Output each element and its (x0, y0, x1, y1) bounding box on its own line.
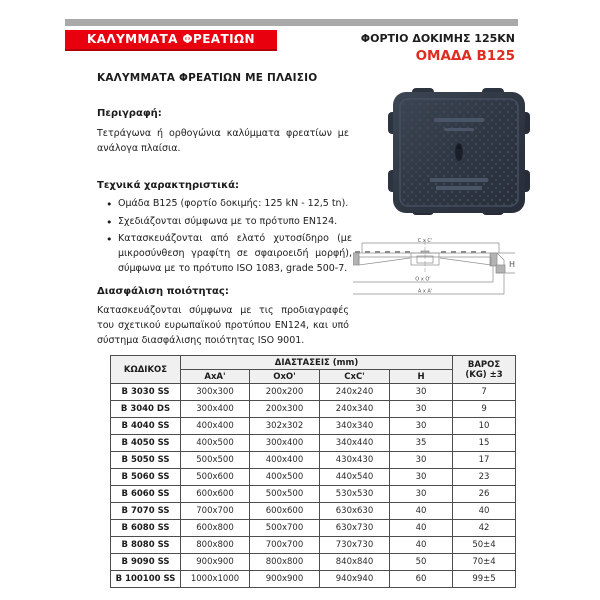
value-cell: 500x500 (250, 486, 320, 503)
value-cell: 500x600 (181, 469, 250, 486)
table-row (111, 469, 516, 486)
col-header-weight (453, 356, 516, 384)
value-cell: 30 (390, 384, 453, 401)
table-row (111, 571, 516, 588)
technical-drawing-cross-section (353, 238, 521, 304)
quality-heading: Διασφάλιση ποιότητας: (97, 286, 229, 297)
product-subtitle: ΚΑΛΥΜΜΑΤΑ ΦΡΕΑΤΙΩΝ ΜΕ ΠΛΑΙΣΙΟ (97, 72, 318, 84)
value-cell: 23 (453, 469, 516, 486)
test-load-label: ΦΟΡΤΙΟ ΔΟΚΙΜΗΣ 125KN (360, 32, 515, 45)
value-cell: 26 (453, 486, 516, 503)
value-cell: 730x730 (320, 537, 390, 554)
value-cell: 600x600 (181, 486, 250, 503)
table-row (111, 554, 516, 571)
value-cell: 600x800 (181, 520, 250, 537)
value-cell: 800x800 (181, 537, 250, 554)
table-row (111, 452, 516, 469)
table-row (111, 503, 516, 520)
value-cell: 30 (390, 401, 453, 418)
weight-header-line1: ΒΑΡΟΣ (467, 359, 501, 370)
col-header-cxc: CxC' (320, 370, 390, 384)
value-cell: 40 (390, 520, 453, 537)
dim-label-middle: O x O' (415, 276, 431, 283)
dim-label-top: C x C' (417, 238, 433, 244)
manhole-cover-image (386, 86, 532, 219)
value-cell: 30 (390, 486, 453, 503)
value-cell: 30 (390, 452, 453, 469)
value-cell: 40 (390, 537, 453, 554)
code-cell: B 6080 SS (111, 520, 181, 537)
value-cell: 440x540 (320, 469, 390, 486)
table-row (111, 401, 516, 418)
col-header-code: ΚΩΔΙΚΟΣ (111, 356, 181, 384)
top-divider-bar (65, 19, 518, 26)
value-cell: 400x400 (250, 452, 320, 469)
value-cell: 700x700 (181, 503, 250, 520)
page-title-banner (65, 30, 277, 51)
table-row (111, 537, 516, 554)
table-row (111, 486, 516, 503)
value-cell: 17 (453, 452, 516, 469)
col-header-axa: ΑxΑ' (181, 370, 250, 384)
value-cell: 340x340 (320, 418, 390, 435)
value-cell: 50 (390, 554, 453, 571)
table-row (111, 435, 516, 452)
code-cell: B 3030 SS (111, 384, 181, 401)
technical-bullet: • Ομάδα B125 (φορτίο δοκιμής: 125 kN - 12,5 tn). (108, 197, 352, 212)
value-cell: 700x700 (250, 537, 320, 554)
value-cell: 200x200 (250, 384, 320, 401)
value-cell: 400x500 (250, 469, 320, 486)
value-cell: 500x500 (181, 452, 250, 469)
value-cell: 40 (390, 503, 453, 520)
value-cell: 600x600 (250, 503, 320, 520)
dimensions-table (110, 355, 516, 588)
value-cell: 30 (390, 469, 453, 486)
value-cell: 99±5 (453, 571, 516, 588)
code-cell: B 100100 SS (111, 571, 181, 588)
value-cell: 900x900 (181, 554, 250, 571)
col-header-oxo: ΟxΟ' (250, 370, 320, 384)
value-cell: 940x940 (320, 571, 390, 588)
table-row (111, 384, 516, 401)
load-class-label: ΟΜΑΔΑ B125 (415, 48, 515, 64)
table-header (111, 356, 516, 384)
value-cell: 40 (453, 503, 516, 520)
technical-heading: Τεχνικά χαρακτηριστικά: (97, 180, 240, 191)
code-cell: B 3040 DS (111, 401, 181, 418)
value-cell: 10 (453, 418, 516, 435)
value-cell: 430x430 (320, 452, 390, 469)
value-cell: 300x400 (181, 401, 250, 418)
description-heading: Περιγραφή: (97, 108, 162, 119)
dim-label-bottom: A x A' (417, 288, 433, 295)
technical-bullet: • Κατασκευάζονται από ελατό χυτοσίδηρο (με μικροσύνθεση γραφίτη σε σφαιροειδή μορφή), σύμφωνα με το πρότυπο ISO 1083, grade 500-7. (108, 232, 352, 276)
value-cell: 630x630 (320, 503, 390, 520)
cross-section-diagram (353, 238, 521, 304)
table-body (111, 384, 516, 588)
col-header-h: H (390, 370, 453, 384)
col-header-dimensions: ΔΙΑΣΤΑΣΕΙΣ (mm) (181, 356, 453, 370)
value-cell: 400x400 (181, 418, 250, 435)
value-cell: 900x900 (250, 571, 320, 588)
value-cell: 15 (453, 435, 516, 452)
dim-label-height: H (508, 260, 516, 269)
code-cell: B 5060 SS (111, 469, 181, 486)
value-cell: 1000x1000 (181, 571, 250, 588)
value-cell: 7 (453, 384, 516, 401)
value-cell: 60 (390, 571, 453, 588)
value-cell: 840x840 (320, 554, 390, 571)
value-cell: 500x700 (250, 520, 320, 537)
value-cell: 9 (453, 401, 516, 418)
value-cell: 70±4 (453, 554, 516, 571)
product-photo-manhole-cover (386, 86, 532, 219)
table-row (111, 418, 516, 435)
code-cell: B 5050 SS (111, 452, 181, 469)
code-cell: B 6060 SS (111, 486, 181, 503)
value-cell: 200x300 (250, 401, 320, 418)
quality-text: Κατασκευάζονται σύμφωνα με τις προδιαγραφές του σχετικού ευρωπαϊκού προτύπου EN124, και υπό σύστημα διασφάλισης ποιότητας ISO 9001. (97, 305, 349, 347)
value-cell: 530x530 (320, 486, 390, 503)
value-cell: 30 (390, 418, 453, 435)
value-cell: 240x340 (320, 401, 390, 418)
technical-bullet: • Σχεδιάζονται σύμφωνα με το πρότυπο EN124. (108, 215, 352, 230)
code-cell: B 4050 SS (111, 435, 181, 452)
value-cell: 50±4 (453, 537, 516, 554)
value-cell: 340x440 (320, 435, 390, 452)
code-cell: B 9090 SS (111, 554, 181, 571)
value-cell: 400x500 (181, 435, 250, 452)
value-cell: 300x400 (250, 435, 320, 452)
technical-bullet-list (108, 197, 352, 280)
value-cell: 35 (390, 435, 453, 452)
value-cell: 630x730 (320, 520, 390, 537)
code-cell: B 7070 SS (111, 503, 181, 520)
value-cell: 302x302 (250, 418, 320, 435)
weight-header-line2: (KG) ±3 (465, 369, 503, 380)
value-cell: 800x800 (250, 554, 320, 571)
value-cell: 42 (453, 520, 516, 537)
value-cell: 300x300 (181, 384, 250, 401)
code-cell: B 8080 SS (111, 537, 181, 554)
code-cell: B 4040 SS (111, 418, 181, 435)
page-title: ΚΑΛΥΜΜΑΤΑ ΦΡΕΑΤΙΩΝ (87, 32, 255, 46)
table-row (111, 520, 516, 537)
description-text: Τετράγωνα ή ορθογώνια καλύμματα φρεατίων με ανάλογα πλαίσια. (97, 128, 349, 155)
value-cell: 240x240 (320, 384, 390, 401)
